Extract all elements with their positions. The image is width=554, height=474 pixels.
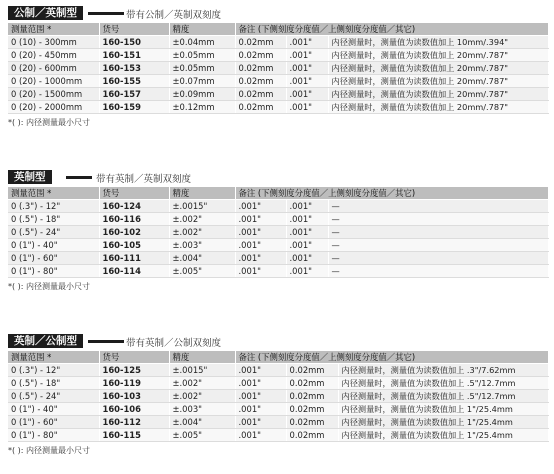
- cell-accuracy: ±.005": [169, 429, 235, 442]
- section-badge: 英制／公制型: [8, 334, 83, 348]
- table-header-row: [8, 351, 548, 364]
- cell-grad-lower: .001": [235, 239, 286, 252]
- spec-table: [8, 351, 549, 442]
- cell-code: 160-105: [99, 239, 169, 252]
- cell-range: 0 (20) - 600mm: [8, 62, 99, 75]
- cell-range: 0 (.5") - 18": [8, 377, 99, 390]
- cell-other: 内径测量时，测量值为读数值加上 .5"/12.7mm: [338, 377, 548, 390]
- cell-range: 0 (20) - 450mm: [8, 49, 99, 62]
- cell-grad-lower: .001": [235, 390, 286, 403]
- cell-other: —: [328, 226, 548, 239]
- table-header-row: [8, 187, 548, 200]
- cell-grad-lower: .001": [235, 226, 286, 239]
- cell-range: 0 (20) - 2000mm: [8, 101, 99, 114]
- table-row: [8, 75, 548, 88]
- cell-accuracy: ±0.04mm: [169, 36, 235, 49]
- cell-grad-upper: .001": [286, 75, 328, 88]
- cell-grad-lower: .001": [235, 364, 286, 377]
- section-header: [8, 334, 548, 349]
- cell-accuracy: ±.003": [169, 403, 235, 416]
- cell-other: —: [328, 239, 548, 252]
- cell-grad-lower: 0.02mm: [235, 49, 286, 62]
- cell-grad-upper: .001": [286, 62, 328, 75]
- cell-code: 160-114: [99, 265, 169, 278]
- col-accuracy: 精度: [169, 351, 235, 364]
- cell-other: 内径测量时，测量值为读数值加上 1"/25.4mm: [338, 416, 548, 429]
- cell-grad-lower: 0.02mm: [235, 36, 286, 49]
- table-row: [8, 239, 548, 252]
- cell-other: 内径测量时，测量值为读数值加上 1"/25.4mm: [338, 403, 548, 416]
- section-inch: [8, 170, 548, 292]
- section-inch-metric: [8, 334, 548, 456]
- cell-other: 内径测量时，测量值为读数值加上 1"/25.4mm: [338, 429, 548, 442]
- section-metric-inch: [8, 6, 548, 128]
- cell-code: 160-116: [99, 213, 169, 226]
- cell-grad-lower: .001": [235, 252, 286, 265]
- cell-range: 0 (1") - 40": [8, 403, 99, 416]
- cell-grad-upper: 0.02mm: [286, 429, 338, 442]
- cell-grad-lower: .001": [235, 429, 286, 442]
- cell-range: 0 (.5") - 24": [8, 226, 99, 239]
- cell-grad-lower: 0.02mm: [235, 88, 286, 101]
- cell-grad-upper: .001": [286, 200, 328, 213]
- cell-grad-upper: .001": [286, 213, 328, 226]
- section-subtitle: 带有公制／英制双刻度: [126, 10, 222, 21]
- cell-range: 0 (20) - 1000mm: [8, 75, 99, 88]
- cell-accuracy: ±.003": [169, 239, 235, 252]
- cell-grad-upper: 0.02mm: [286, 377, 338, 390]
- cell-other: 内径测量时，测量值为读数值加上 .3"/7.62mm: [338, 364, 548, 377]
- cell-accuracy: ±0.05mm: [169, 62, 235, 75]
- table-row: [8, 416, 548, 429]
- header-rule: [66, 176, 92, 179]
- footnote: *( ): 内径测量最小尺寸: [8, 282, 91, 291]
- table-header-row: [8, 23, 548, 36]
- cell-other: 内径测量时，测量值为读数值加上 .5"/12.7mm: [338, 390, 548, 403]
- spec-table: [8, 187, 549, 278]
- footnote: *( ): 内径测量最小尺寸: [8, 118, 91, 127]
- cell-accuracy: ±0.07mm: [169, 75, 235, 88]
- col-code: 货号: [99, 23, 169, 36]
- cell-grad-upper: 0.02mm: [286, 364, 338, 377]
- cell-range: 0 (1") - 40": [8, 239, 99, 252]
- cell-code: 160-155: [99, 75, 169, 88]
- cell-grad-upper: .001": [286, 101, 328, 114]
- cell-code: 160-153: [99, 62, 169, 75]
- cell-code: 160-115: [99, 429, 169, 442]
- cell-grad-upper: .001": [286, 36, 328, 49]
- cell-code: 160-112: [99, 416, 169, 429]
- table-row: [8, 390, 548, 403]
- section-header: [8, 6, 548, 21]
- cell-accuracy: ±.002": [169, 213, 235, 226]
- cell-accuracy: ±0.12mm: [169, 101, 235, 114]
- table-row: [8, 364, 548, 377]
- table-row: [8, 429, 548, 442]
- cell-range: 0 (10) - 300mm: [8, 36, 99, 49]
- table-row: [8, 213, 548, 226]
- cell-other: 内径测量时，测量值为读数值加上 20mm/.787": [328, 49, 548, 62]
- table-row: [8, 200, 548, 213]
- cell-range: 0 (.5") - 24": [8, 390, 99, 403]
- table-row: [8, 101, 548, 114]
- cell-grad-lower: 0.02mm: [235, 75, 286, 88]
- cell-grad-upper: .001": [286, 49, 328, 62]
- cell-accuracy: ±.0015": [169, 364, 235, 377]
- section-subtitle: 带有英制／公制双刻度: [126, 338, 222, 349]
- cell-grad-lower: 0.02mm: [235, 62, 286, 75]
- cell-code: 160-103: [99, 390, 169, 403]
- table-row: [8, 62, 548, 75]
- footnote: *( ): 内径测量最小尺寸: [8, 446, 91, 455]
- cell-grad-upper: .001": [286, 88, 328, 101]
- col-range: 测量范围 *: [8, 23, 99, 36]
- col-note: 备注 (下侧刻度分度值／上侧刻度分度值／其它): [235, 351, 548, 364]
- cell-accuracy: ±.002": [169, 390, 235, 403]
- col-range: 测量范围 *: [8, 187, 99, 200]
- col-accuracy: 精度: [169, 23, 235, 36]
- cell-range: 0 (1") - 80": [8, 429, 99, 442]
- section-badge: 公制／英制型: [8, 6, 83, 20]
- table-row: [8, 226, 548, 239]
- cell-range: 0 (.3") - 12": [8, 364, 99, 377]
- cell-range: 0 (.3") - 12": [8, 200, 99, 213]
- cell-other: 内径测量时，测量值为读数值加上 20mm/.787": [328, 62, 548, 75]
- table-row: [8, 36, 548, 49]
- col-note: 备注 (下侧刻度分度值／上侧刻度分度值／其它): [235, 187, 548, 200]
- cell-grad-lower: .001": [235, 265, 286, 278]
- col-note: 备注 (下侧刻度分度值／上侧刻度分度值／其它): [235, 23, 548, 36]
- header-rule: [88, 340, 124, 343]
- cell-grad-upper: .001": [286, 239, 328, 252]
- cell-accuracy: ±.004": [169, 252, 235, 265]
- cell-accuracy: ±.005": [169, 265, 235, 278]
- col-accuracy: 精度: [169, 187, 235, 200]
- cell-code: 160-150: [99, 36, 169, 49]
- cell-grad-lower: .001": [235, 416, 286, 429]
- section-badge: 英制型: [8, 170, 52, 184]
- cell-other: —: [328, 252, 548, 265]
- col-code: 货号: [99, 187, 169, 200]
- cell-code: 160-124: [99, 200, 169, 213]
- cell-range: 0 (20) - 1500mm: [8, 88, 99, 101]
- spec-table: [8, 23, 549, 114]
- col-range: 测量范围 *: [8, 351, 99, 364]
- cell-code: 160-151: [99, 49, 169, 62]
- section-header: [8, 170, 548, 185]
- header-rule: [88, 12, 124, 15]
- cell-accuracy: ±0.05mm: [169, 49, 235, 62]
- cell-grad-lower: .001": [235, 377, 286, 390]
- cell-accuracy: ±0.09mm: [169, 88, 235, 101]
- cell-grad-lower: 0.02mm: [235, 101, 286, 114]
- cell-grad-upper: .001": [286, 226, 328, 239]
- cell-other: 内径测量时，测量值为读数值加上 20mm/.787": [328, 101, 548, 114]
- cell-range: 0 (.5") - 18": [8, 213, 99, 226]
- cell-grad-upper: .001": [286, 252, 328, 265]
- cell-grad-lower: .001": [235, 200, 286, 213]
- cell-other: —: [328, 200, 548, 213]
- table-row: [8, 403, 548, 416]
- cell-accuracy: ±.0015": [169, 200, 235, 213]
- cell-range: 0 (1") - 60": [8, 252, 99, 265]
- cell-code: 160-111: [99, 252, 169, 265]
- cell-code: 160-102: [99, 226, 169, 239]
- cell-grad-lower: .001": [235, 403, 286, 416]
- cell-other: 内径测量时，测量值为读数值加上 10mm/.394": [328, 36, 548, 49]
- cell-other: 内径测量时，测量值为读数值加上 20mm/.787": [328, 75, 548, 88]
- cell-range: 0 (1") - 80": [8, 265, 99, 278]
- cell-range: 0 (1") - 60": [8, 416, 99, 429]
- table-row: [8, 265, 548, 278]
- cell-code: 160-106: [99, 403, 169, 416]
- cell-code: 160-119: [99, 377, 169, 390]
- cell-accuracy: ±.004": [169, 416, 235, 429]
- cell-other: —: [328, 213, 548, 226]
- table-row: [8, 252, 548, 265]
- cell-code: 160-125: [99, 364, 169, 377]
- cell-grad-upper: 0.02mm: [286, 403, 338, 416]
- cell-other: —: [328, 265, 548, 278]
- col-code: 货号: [99, 351, 169, 364]
- cell-code: 160-157: [99, 88, 169, 101]
- cell-code: 160-159: [99, 101, 169, 114]
- cell-other: 内径测量时，测量值为读数值加上 20mm/.787": [328, 88, 548, 101]
- cell-grad-upper: 0.02mm: [286, 416, 338, 429]
- table-row: [8, 88, 548, 101]
- cell-grad-upper: .001": [286, 265, 328, 278]
- section-subtitle: 带有英制／英制双刻度: [96, 174, 192, 185]
- table-row: [8, 49, 548, 62]
- cell-grad-lower: .001": [235, 213, 286, 226]
- cell-grad-upper: 0.02mm: [286, 390, 338, 403]
- table-row: [8, 377, 548, 390]
- cell-accuracy: ±.002": [169, 226, 235, 239]
- cell-accuracy: ±.002": [169, 377, 235, 390]
